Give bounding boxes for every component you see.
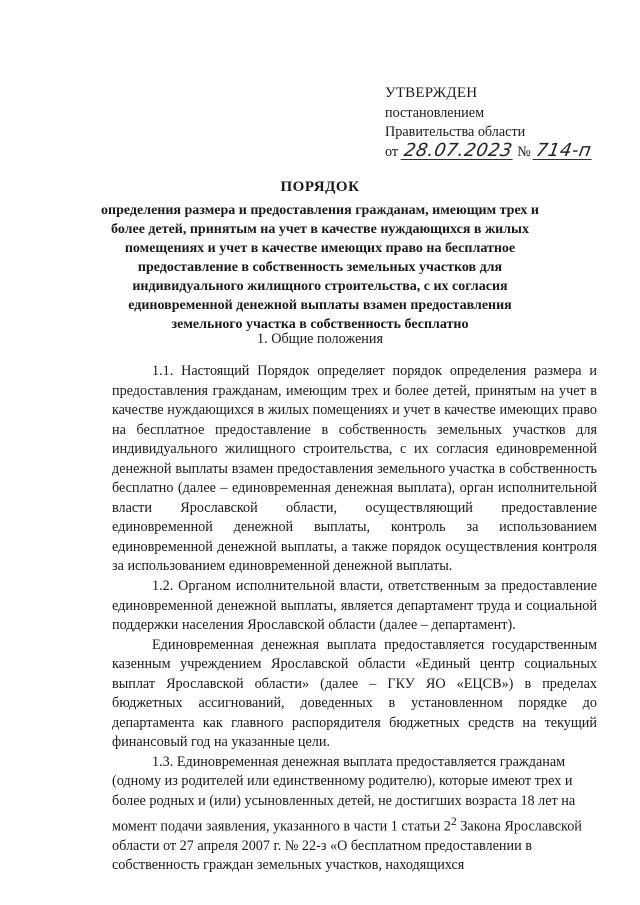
paragraph-1-3-text: 1.3. Единовременная денежная выплата предоставляется гражданам (одному из родителей или единственному родителю), которые имеют трех и более родных и (или) усыновленных детей, не достигших возраста 18 лет на момент подачи заявления, указанного в части 1 статьи 2 [112, 753, 576, 835]
paragraph-1-3-text-cont: Закона Ярославской области от 27 апреля 2007 г. № 22-з «О бесплатном предоставлении в собственность граждан земельных участков, находящихся [112, 818, 582, 874]
title-main: ПОРЯДОК [280, 179, 360, 195]
title-subtitle: определения размера и предоставления гражданам, имеющим трех и более детей, принятым на учет в качестве нуждающихся в жилых помещениях и учет в качестве имеющих право на бесплатное предоставление в собственность земельных участков для индивидуального жилищного строительства, с их согласия единовременной денежной выплаты взамен предоставления земельного участка в собственность бесплатно [101, 203, 539, 332]
paragraph-1-2: 1.2. Органом исполнительной власти, ответственным за предоставление единовременной денежной выплаты, является департамент труда и социальной поддержки населения Ярославской области (далее – департамент). [112, 578, 597, 634]
handwritten-date: 28.07.2023 [401, 139, 514, 161]
approval-date-line [385, 139, 594, 163]
approval-title: УТВЕРЖДЕН [385, 85, 478, 101]
approval-line3: Правительства области [385, 124, 526, 140]
approval-stamp [385, 84, 593, 162]
document-title [100, 178, 540, 334]
approval-line2: постановлением [385, 104, 485, 121]
paragraph-1-3 [112, 753, 597, 876]
paragraph-1-1: 1.1. Настоящий Порядок определяет порядок определения размера и предоставления гражданам, имеющим трех и более детей, принятым на учет в качестве нуждающихся в жилых помещениях и учет в качестве имеющих право на бесплатное предоставление в собственность земельных участков для индивидуального жилищного строительства, с их согласия единовременной денежной выплаты взамен предоставления земельного участка в собственность бесплатно (далее – единовременная денежная выплата), орган исполнительной власти Ярославской области, осуществляющий предоставление единовременной денежной выплаты, контроль за использованием единовременной денежной выплаты, а также порядок осуществления контроля за использованием единовременной денежной выплаты. [112, 363, 597, 575]
number-sign: № [517, 143, 531, 160]
date-prefix: от [385, 143, 399, 160]
document-body [112, 362, 597, 876]
handwritten-number: 714-п [534, 139, 594, 161]
paragraph-1-2-cont: Единовременная денежная выплата предоставляется государственным казенным учреждением Ярославской области «Единый центр социальных выплат Ярославской области» (далее – ГКУ ЯО «ЕЦСВ») в пределах бюджетных ассигнований, доведенных в установленном порядке до департамента как главного распорядителя бюджетных средств на текущий финансовый год на указанные цели. [112, 636, 597, 751]
superscript: 2 [450, 813, 457, 828]
section-heading: 1. Общие положения [257, 331, 383, 347]
